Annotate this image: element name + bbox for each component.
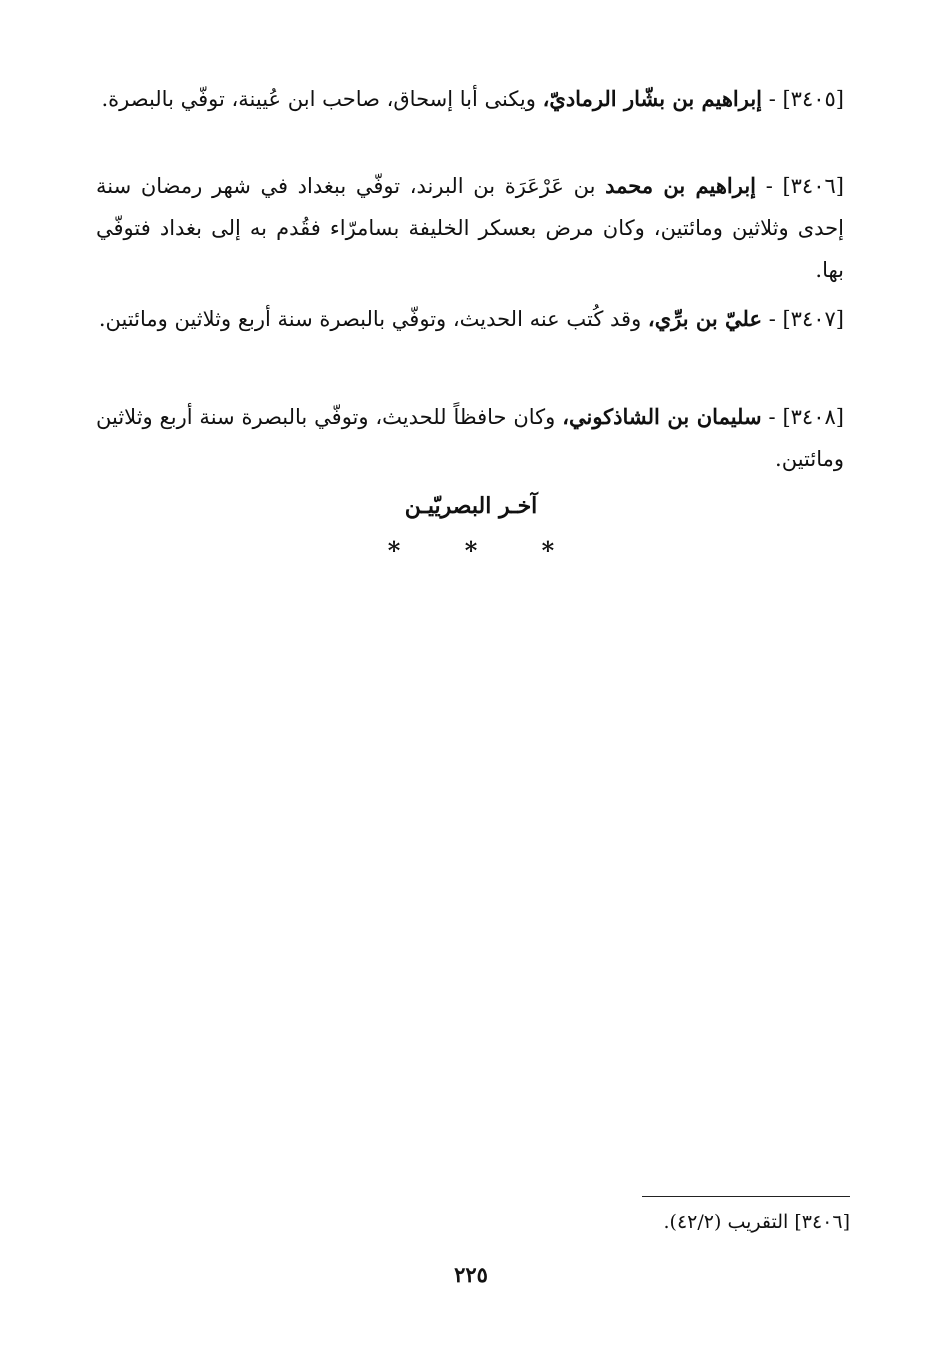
star-icon: * [387, 536, 401, 565]
star-icon: * [464, 536, 478, 565]
footnote: [٣٤٠٦] التقريب (٤٢/٢). [663, 1211, 850, 1233]
entry-number: [٣٤٠٧] - [768, 307, 844, 331]
entry-name: عليّ بن برِّي، [647, 306, 763, 331]
entry-3405 [96, 78, 844, 120]
entry-text: ويكنى أبا إسحاق، صاحب ابن عُيينة، توفّي بالبصرة. [101, 87, 536, 111]
entry-number: [٣٤٠٦] - [765, 174, 844, 198]
entry-3407 [96, 298, 844, 340]
entry-3406 [96, 165, 844, 291]
entry-text: وكان حافظاً للحديث، وتوفّي بالبصرة سنة أربع وثلاثين ومائتين. [96, 405, 844, 471]
entry-text: وقد كُتب عنه الحديث، وتوفّي بالبصرة سنة أربع وثلاثين ومائتين. [98, 307, 642, 331]
footnote-divider [642, 1196, 850, 1197]
page-number: ٢٢٥ [454, 1262, 488, 1287]
entry-3408 [96, 396, 844, 480]
entry-number: [٣٤٠٥] - [768, 87, 844, 111]
entry-name: سليمان بن الشاذكوني، [562, 404, 762, 429]
entry-number: [٣٤٠٨] - [768, 405, 844, 429]
entry-text: بن عَرْعَرَة بن البرند، توفّي ببغداد في شهر رمضان سنة إحدى وثلاثين ومائتين، وكان مرض بعسكر الخليفة بسامرّاء فقُدم به إلى بغداد فتوفّي بها. [96, 174, 844, 282]
entry-name: إبراهيم بن بشّار الرماديّ، [542, 86, 763, 111]
entry-name: إبراهيم بن محمد [605, 173, 757, 198]
star-icon: * [541, 536, 555, 565]
separator-stars [0, 536, 942, 565]
section-end-heading: آخـر البصريّيـن [404, 493, 538, 519]
